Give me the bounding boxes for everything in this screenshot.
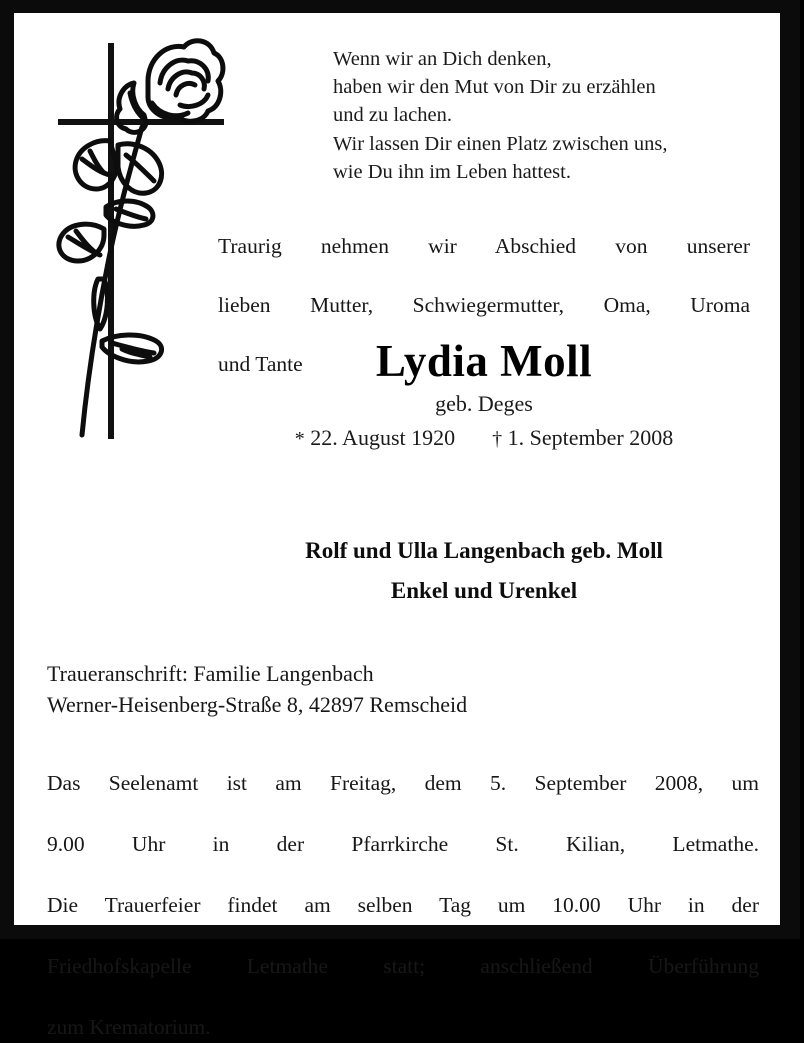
announcement-line: lieben Mutter, Schwiegermutter, Oma, Uroma (218, 293, 750, 317)
survivor-row: Rolf und Ulla Langenbach geb. Moll (305, 538, 663, 563)
poem-line: haben wir den Mut von Dir zu erzählen (333, 76, 656, 99)
service-line: zum Krematorium. (47, 1015, 211, 1039)
address-row: Traueranschrift: Familie Langenbach (47, 661, 374, 686)
cross-with-rose-icon (32, 23, 222, 438)
deceased-name: Lydia Moll (375, 336, 593, 386)
service-details (47, 768, 759, 1043)
poem-line: Wenn wir an Dich denken, (333, 48, 552, 70)
death-cross-icon: † (492, 428, 503, 450)
deceased-maiden-name: geb. Deges (435, 391, 533, 416)
service-line: Die Trauerfeier findet am selben Tag um 10.00 Uhr in der (47, 893, 759, 917)
service-line: Friedhofskapelle Letmathe statt; anschließend Überführung (47, 954, 759, 978)
birth-star-icon: * (294, 428, 305, 450)
poem-line: Wir lassen Dir einen Platz zwischen uns, (333, 132, 668, 155)
announcement-line: und Tante (218, 352, 303, 376)
poem-line: und zu lachen. (333, 104, 452, 127)
address-row: Werner-Heisenberg-Straße 8, 42897 Remscheid (47, 692, 468, 717)
deceased-block (218, 335, 750, 454)
life-dates (218, 423, 750, 454)
memorial-poem (333, 45, 753, 186)
death-date: 1. September 2008 (507, 425, 674, 450)
survivor-row: Enkel und Urenkel (390, 578, 578, 603)
service-line: 9.00 Uhr in der Pfarrkirche St. Kilian, Letmathe. (47, 832, 759, 856)
announcement-line: Traurig nehmen wir Abschied von unserer (218, 234, 750, 258)
mourning-address (47, 658, 747, 720)
survivors-list (164, 531, 804, 611)
service-line: Das Seelenamt ist am Freitag, dem 5. September 2008, um (47, 771, 759, 795)
birth-date: 22. August 1920 (310, 425, 456, 450)
poem-line: wie Du ihn im Leben hattest. (333, 160, 571, 183)
death-notice-page (14, 13, 780, 1039)
